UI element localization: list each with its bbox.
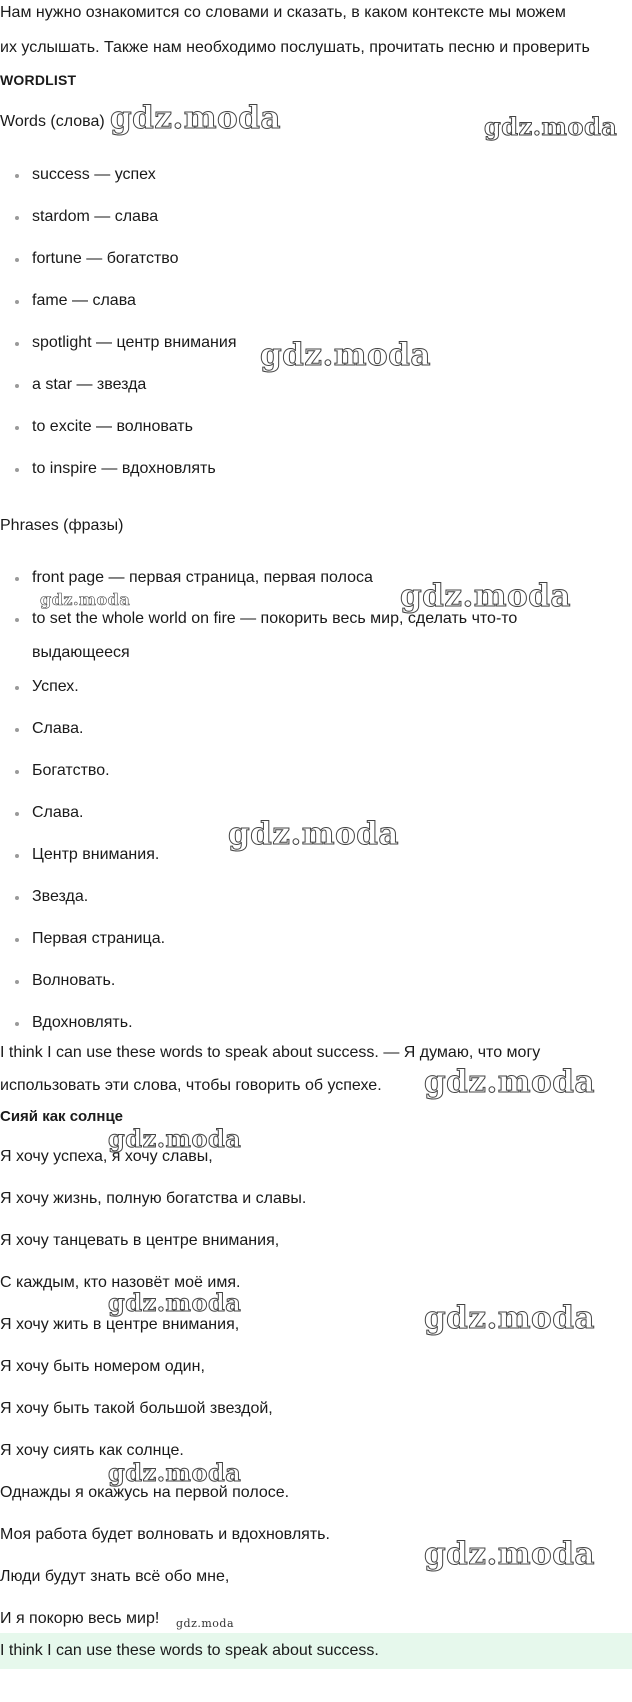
phrase-2-line-1: to set the whole world on fire — покорить весь мир, сделать что-то [32,610,518,627]
list-item: Успех. [0,676,632,718]
list-item: Слава. [0,802,632,844]
watermark-logo: gdz.moda [424,1536,595,1572]
song-title: Сияй как солнце [0,1108,124,1125]
list-item: success — успех [0,164,632,206]
song-line: Я хочу жить в центре внимания, [0,1316,240,1333]
words-list [0,164,632,500]
list-item: Звезда. [0,886,632,928]
watermark-logo: gdz.moda [108,1124,242,1153]
watermark-logo: gdz.moda [424,1300,595,1336]
words-label: Words (слова) [0,113,105,130]
list-item: a star — звезда [0,374,632,416]
song-line: Я хочу быть номером один, [0,1358,205,1375]
song-line: Моя работа будет волновать и вдохновлять. [0,1526,330,1543]
list-item: Вдохновлять. [0,1012,632,1054]
intro-line-2: их услышать. Также нам необходимо послушать, прочитать песню и проверить [0,39,590,56]
song-line: Я хочу успеха, я хочу славы, [0,1148,213,1165]
watermark-logo: gdz.moda [108,1458,242,1487]
watermark-logo: gdz.moda [110,100,281,136]
song-line: Люди будут знать всё обо мне, [0,1568,230,1585]
highlighted-answer-text: I think I can use these words to speak about success. [0,1642,379,1659]
list-item: spotlight — центр внимания [0,332,632,374]
list-item: Центр внимания. [0,844,632,886]
list-item: to inspire — вдохновлять [0,458,632,500]
list-item: to excite — волновать [0,416,632,458]
list-item: front page — первая страница, первая полоса [0,567,632,608]
watermark-logo: gdz.moda [484,112,618,141]
translations-list [0,676,632,1054]
song-line: Я хочу танцевать в центре внимания, [0,1232,280,1249]
song-line: Однажды я окажусь на первой полосе. [0,1484,290,1501]
watermark-logo: gdz.moda [400,578,571,614]
song-line: С каждым, кто назовёт моё имя. [0,1274,241,1291]
list-item: Первая страница. [0,928,632,970]
watermark-logo: gdz.moda [108,1288,242,1317]
list-item: Богатство. [0,760,632,802]
list-item: Волновать. [0,970,632,1012]
wordlist-heading: WORDLIST [0,72,77,88]
phrases-list [0,567,632,672]
list-item: stardom — слава [0,206,632,248]
conclusion-line-1: I think I can use these words to speak about success. — Я думаю, что могу [0,1044,541,1061]
watermark-logo: gdz.moda [176,1617,235,1630]
phrases-label: Phrases (фразы) [0,517,124,534]
intro-line-1: Нам нужно ознакомится со словами и сказать, в каком контексте мы можем [0,4,566,21]
watermark-logo: gdz.moda [228,816,399,852]
watermark-logo: gdz.moda [260,337,431,373]
song-line: И я покорю весь мир! [0,1610,160,1627]
watermark-logo: gdz.moda [40,590,131,609]
song-line: Я хочу сиять как солнце. [0,1442,184,1459]
list-item: fortune — богатство [0,248,632,290]
song-line: Я хочу быть такой большой звездой, [0,1400,273,1417]
watermark-logo: gdz.moda [424,1064,595,1100]
highlighted-answer [0,1633,632,1669]
song-line: Я хочу жизнь, полную богатства и славы. [0,1190,307,1207]
list-item: Слава. [0,718,632,760]
conclusion-line-2: использовать эти слова, чтобы говорить об успехе. [0,1077,382,1094]
phrase-2-line-2: выдающееся [32,644,130,661]
list-item [0,608,632,672]
list-item: fame — слава [0,290,632,332]
